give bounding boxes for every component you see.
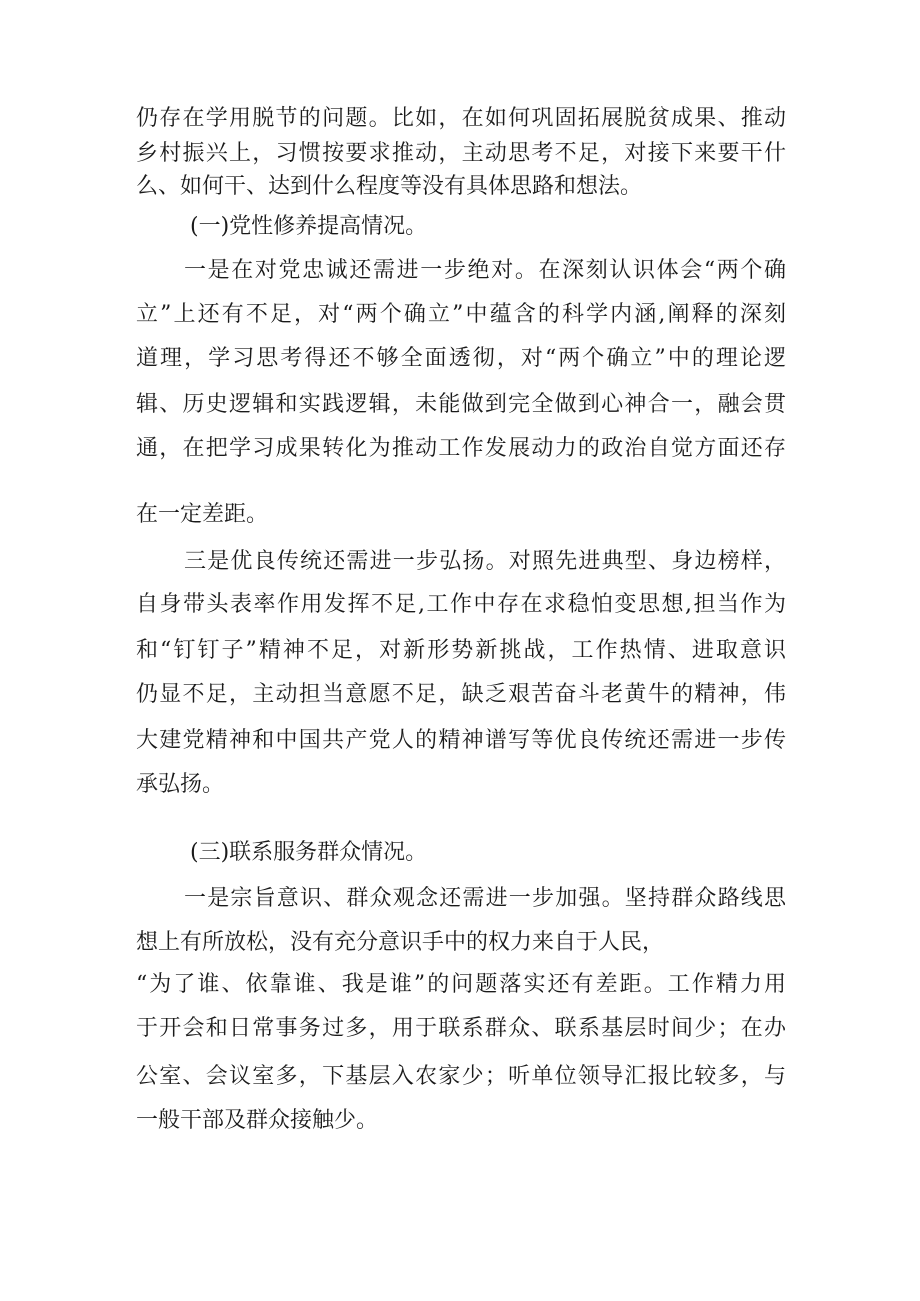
text-line: 承弘扬。: [136, 772, 225, 797]
text-line: 一般干部及群众接触少。: [136, 1108, 379, 1133]
text-line: 仍显不足，主动担当意愿不足，缺乏艰苦奋斗老黄牛的精神，伟: [136, 682, 786, 707]
text-line: 和“钉钉子”精神不足，对新形势新挑战，工作热情、进取意识: [136, 638, 786, 663]
section-heading: (三)联系服务群众情况。: [190, 840, 428, 865]
text-line: 自身带头表率作用发挥不足,工作中存在求稳怕变思想,担当作为: [136, 592, 786, 617]
text-line: 于开会和日常事务过多，用于联系群众、联系基层时间少；在办: [136, 1016, 786, 1041]
text-line: 道理，学习思考得还不够全面透彻，对“两个确立”中的理论逻: [136, 346, 786, 371]
section-heading: (一)党性修养提高情况。: [190, 214, 428, 239]
text-line: “为了谁、依靠谁、我是谁”的问题落实还有差距。工作精力用: [136, 972, 786, 997]
paragraph-first-line: 一是宗旨意识、群众观念还需进一步加强。坚持群众路线思: [184, 886, 786, 911]
paragraph-first-line: 三是优良传统还需进一步弘扬。对照先进典型、身边榜样，: [184, 549, 786, 574]
text-line: 辑、历史逻辑和实践逻辑，未能做到完全做到心神合一，融会贯: [136, 392, 786, 417]
text-line: 立”上还有不足，对“两个确立”中蕴含的科学内涵,阐释的深刻: [136, 302, 786, 327]
text-line: 公室、会议室多，下基层入农家少；听单位领导汇报比较多，与: [136, 1064, 786, 1089]
text-line: 大建党精神和中国共产党人的精神谱写等优良传统还需进一步传: [136, 728, 786, 753]
text-line: 么、如何干、达到什么程度等没有具体思路和想法。: [136, 174, 643, 199]
text-line: 想上有所放松，没有充分意识手中的权力来自于人民，: [136, 930, 665, 955]
text-line: 仍存在学用脱节的问题。比如，在如何巩固拓展脱贫成果、推动: [136, 106, 786, 131]
text-line: 通，在把学习成果转化为推动工作发展动力的政治自觉方面还存: [136, 436, 786, 461]
paragraph-first-line: 一是在对党忠诚还需进一步绝对。在深刻认识体会“两个确: [184, 258, 786, 283]
text-line: 乡村振兴上，习惯按要求推动，主动思考不足，对接下来要干什: [136, 141, 786, 166]
text-line: 在一定差距。: [136, 502, 269, 527]
